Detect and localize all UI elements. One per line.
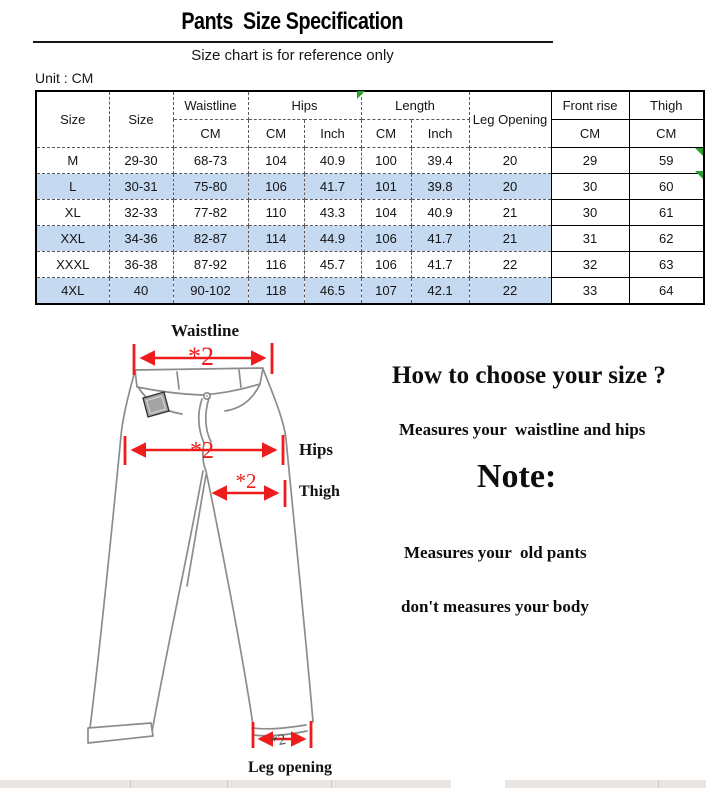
table-cell: 43.3 [304,199,361,225]
unit-length-inch: Inch [411,119,469,147]
table-cell: 45.7 [304,251,361,277]
table-cell: 106 [361,251,411,277]
col-thigh: Thigh [629,91,704,119]
dont-measure-body-line: don't measures your body [401,597,589,616]
table-row [36,199,704,225]
table-cell: 87-92 [173,251,248,277]
table-cell: 34-36 [109,225,173,251]
unit-front-rise-cm: CM [551,119,629,147]
table-cell: 60 [629,173,704,199]
table-cell: 41.7 [411,225,469,251]
table-cell: 59 [629,147,704,173]
comment-marker-icon [695,171,703,179]
table-cell: 104 [248,147,304,173]
table-cell: 21 [469,199,551,225]
thigh-multiplier: *2 [235,469,257,493]
table-row [36,225,704,251]
table-cell: 42.1 [411,277,469,304]
unit-hips-cm: CM [248,119,304,147]
table-cell: 41.7 [411,251,469,277]
note-heading: Note: [477,458,557,495]
left-inseam [152,471,203,732]
pants-diagram [25,318,375,780]
col-length: Length [361,91,469,119]
table-cell: 22 [469,277,551,304]
leg-opening-multiplier: *2 [269,731,288,751]
table-cell: 106 [361,225,411,251]
table-row [36,277,704,304]
table-cell: 82-87 [173,225,248,251]
unit-waistline-cm: CM [173,119,248,147]
col-leg-opening: Leg Opening [469,91,551,147]
table-cell: M [36,147,109,173]
col-size-1: Size [36,91,109,147]
table-header-row [36,91,704,119]
title-divider [33,41,553,43]
col-front-rise: Front rise [551,91,629,119]
table-cell: 114 [248,225,304,251]
comment-marker-icon [357,91,365,99]
table-cell: 30 [551,199,629,225]
table-cell: 63 [629,251,704,277]
table-cell: 33 [551,277,629,304]
table-cell: 20 [469,173,551,199]
waist-multiplier: *2 [188,342,214,371]
table-cell: 31 [551,225,629,251]
table-cell: 100 [361,147,411,173]
waistline-label: Waistline [170,321,239,340]
strip-divider [658,780,659,788]
table-cell: L [36,173,109,199]
table-cell: 107 [361,277,411,304]
table-cell: 29 [551,147,629,173]
table-cell: 39.4 [411,147,469,173]
table-cell: 4XL [36,277,109,304]
table-cell: 116 [248,251,304,277]
size-table-body [36,147,704,304]
comment-marker-icon [695,148,703,156]
table-cell: 30 [551,173,629,199]
table-cell: 39.8 [411,173,469,199]
table-cell: 40.9 [304,147,361,173]
table-cell: 22 [469,251,551,277]
table-cell: 32-33 [109,199,173,225]
table-cell: 101 [361,173,411,199]
table-cell: 106 [248,173,304,199]
strip-divider [227,780,228,788]
table-cell: 36-38 [109,251,173,277]
col-waistline: Waistline [173,91,248,119]
table-cell: 104 [361,199,411,225]
table-cell: 44.9 [304,225,361,251]
choose-size-heading: How to choose your size ? [392,362,666,389]
table-cell: XXXL [36,251,109,277]
header-block [35,8,550,36]
table-cell: 21 [469,225,551,251]
table-cell: 118 [248,277,304,304]
table-cell: 61 [629,199,704,225]
table-cell: 41.7 [304,173,361,199]
table-row [36,173,704,199]
col-hips: Hips [248,91,361,119]
page-title: Pants Size Specification [181,8,404,35]
waistband [135,368,263,395]
table-cell: 90-102 [173,277,248,304]
table-cell: 62 [629,225,704,251]
measure-old-pants-line: Measures your old pants [404,543,587,562]
unit-thigh-cm: CM [629,119,704,147]
size-table [35,90,705,305]
table-row [36,251,704,277]
leg-opening-label: Leg opening [247,759,332,776]
right-inseam [206,471,253,725]
table-cell: 30-31 [109,173,173,199]
table-cell: XL [36,199,109,225]
left-outer-seam [90,371,135,728]
multiplier-labels [188,342,287,750]
table-cell: 20 [469,147,551,173]
pants-outline-sketch [88,368,313,743]
table-cell: 77-82 [173,199,248,225]
table-cell: 32 [551,251,629,277]
unit-label: Unit : CM [35,70,94,86]
thigh-label: Thigh [299,483,340,500]
table-cell: 110 [248,199,304,225]
left-inseam-stitch [187,475,206,586]
partial-next-image-strip [505,780,706,788]
table-cell: 64 [629,277,704,304]
strip-divider [130,780,131,788]
measure-waistline-line: Measures your waistline and hips [399,420,646,439]
table-cell: 29-30 [109,147,173,173]
table-cell: 40.9 [411,199,469,225]
col-size-2: Size [109,91,173,147]
table-cell: 40 [109,277,173,304]
left-hem-cuff [88,723,153,743]
table-row [36,147,704,173]
strip-divider [331,780,332,788]
table-cell: XXL [36,225,109,251]
table-cell: 46.5 [304,277,361,304]
hips-multiplier: *2 [190,438,214,464]
button-dot [206,395,208,397]
partial-next-image-strip [0,780,451,788]
right-outer-seam [263,369,313,722]
unit-hips-inch: Inch [304,119,361,147]
table-cell: 68-73 [173,147,248,173]
subtitle: Size chart is for reference only [191,47,394,64]
table-cell: 75-80 [173,173,248,199]
hips-label: Hips [299,440,334,459]
pocket-patch [143,392,169,417]
unit-length-cm: CM [361,119,411,147]
